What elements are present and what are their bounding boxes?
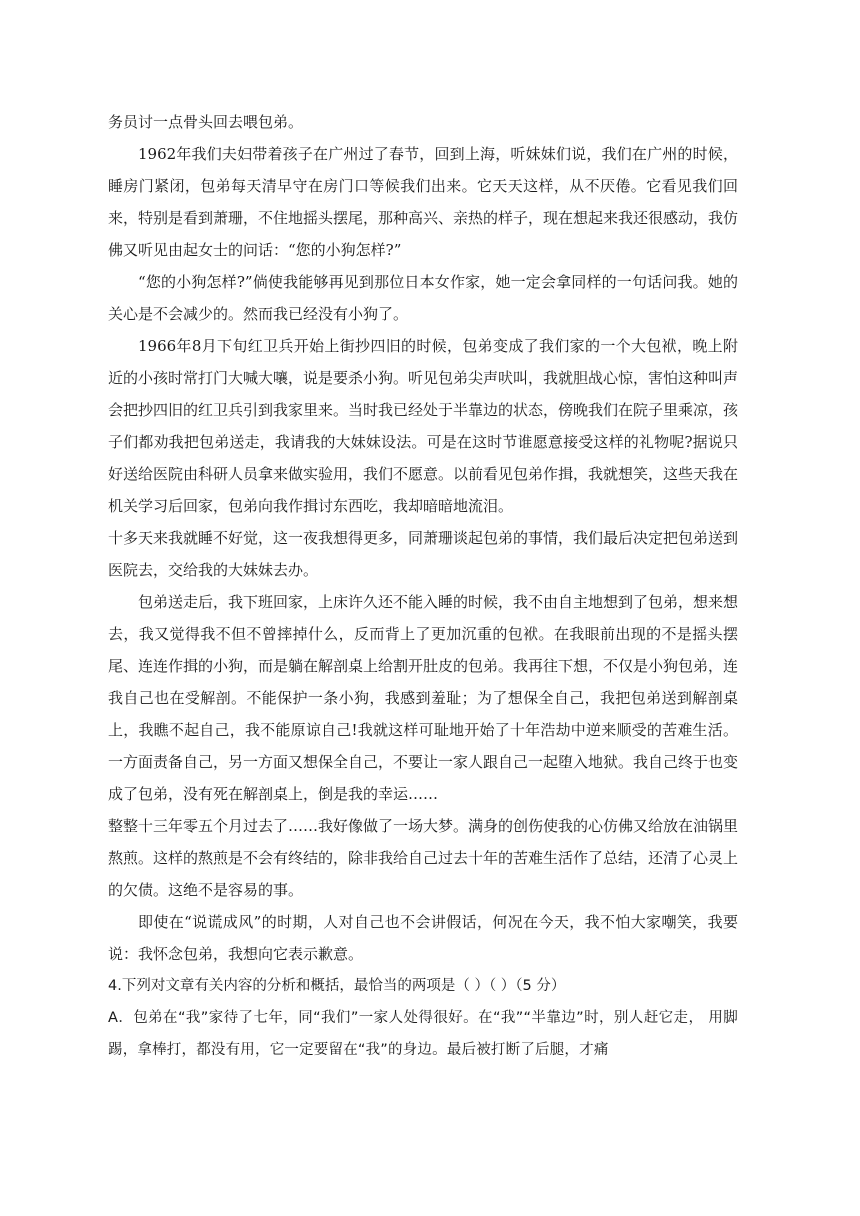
paragraph-4: 1966年8月下旬红卫兵开始上街抄四旧的时候，包弟变成了我们家的一个大包袱，晚上附近的小孩时常打门大喊大嚷，说是要杀小狗。听见包弟尖声吠叫，我就胆战心惊，害怕这种叫声会把抄四旧的红卫兵引到我家里来。当时我已经处于半靠边的状态，傍晚我们在院子里乘凉，孩子们都劝我把包弟送走，我请我的大妹妹设法。可是在这时节谁愿意接受这样的礼物呢?据说只好送给医院由科研人员拿来做实验用，我们不愿意。以前看见包弟作揖，我就想笑，这些天我在机关学习后回家，包弟向我作揖讨东西吃，我却暗暗地流泪。 <box>108 337 739 515</box>
paragraph-3: “您的小狗怎样?”倘使我能够再见到那位日本女作家，她一定会拿同样的一句话问我。她的关心是不会减少的。然而我已经没有小狗了。 <box>108 273 738 323</box>
paragraph-6: 包弟送走后，我下班回家，上床许久还不能入睡的时候，我不由自主地想到了包弟，想来想去，我又觉得我不但不曾摔掉什么，反而背上了更加沉重的包袱。在我眼前出现的不是摇头摆尾、连连作揖的小狗，而是躺在解剖桌上给割开肚皮的包弟。我再往下想，不仅是小狗包弟，连我自己也在受解剖。不能保护一条小狗，我感到羞耻；为了想保全自己，我把包弟送到解剖桌上，我瞧不起自己，我不能原谅自己!我就这样可耻地开始了十年浩劫中逆来顺受的苦难生活。一方面责备自己，另一方面又想保全自己，不要让一家人跟自己一起堕入地狱。我自己终于也变成了包弟，没有死在解剖桌上，倒是我的幸运…… <box>108 593 739 803</box>
paragraph-2: 1962年我们夫妇带着孩子在广州过了春节，回到上海，听妹妹们说，我们在广州的时候，睡房门紧闭，包弟每天清早守在房门口等候我们出来。它天天这样，从不厌倦。它看见我们回来，特别是看到萧珊，不住地摇头摆尾，那种高兴、亲热的样子，现在想起来我还很感动，我仿佛又听见由起女士的问话：“您的小狗怎样?” <box>108 145 739 259</box>
paragraph-8: 即使在“说谎成风”的时期，人对自己也不会讲假话，何况在今天，我不怕大家嘲笑，我要说：我怀念包弟，我想向它表示歉意。 <box>108 913 738 963</box>
option-a: A．包弟在“我”家待了七年，同“我们”一家人处得很好。在“我”“半靠边”时，别人赶它走， 用脚踢，拿棒打，都没有用，它一定要留在“我”的身边。最后被打断了后腿，才痛 <box>108 1010 738 1058</box>
paragraph-1: 务员讨一点骨头回去喂包弟。 <box>108 113 304 131</box>
paragraph-7: 整整十三年零五个月过去了……我好像做了一场大梦。满身的创伤使我的心仿佛又给放在油锅里熬煎。这样的熬煎是不会有终结的，除非我给自己过去十年的苦难生活作了总结，还清了心灵上的欠债。这绝不是容易的事。 <box>108 817 739 899</box>
paragraph-5: 十多天来我就睡不好觉，这一夜我想得更多，同萧珊谈起包弟的事情，我们最后决定把包弟送到医院去，交给我的大妹妹去办。 <box>108 529 739 579</box>
question-4: 4.下列对文章有关内容的分析和概括，最恰当的两项是（ ）（ ）（5 分） <box>108 978 566 994</box>
